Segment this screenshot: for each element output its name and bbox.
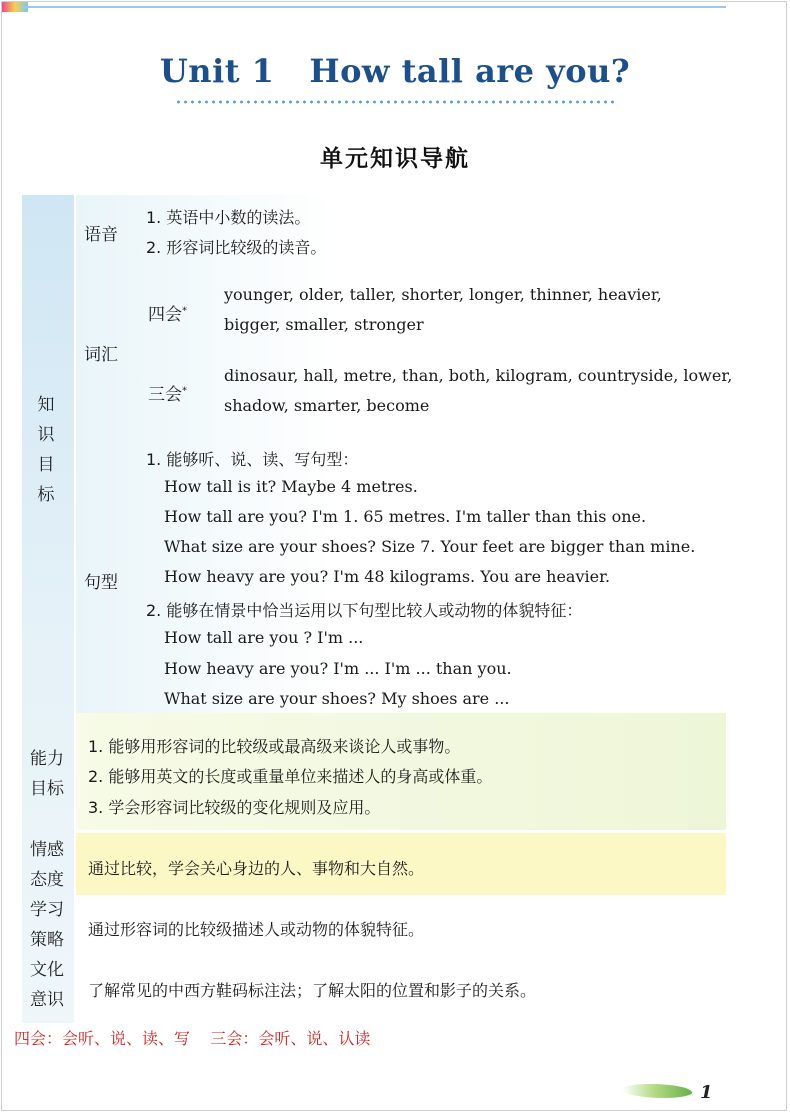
section-heading: 单元知识导航 bbox=[320, 146, 470, 172]
example-sentence: How tall is it? Maybe 4 metres. bbox=[164, 477, 418, 496]
three-skills-label: 三会* bbox=[148, 385, 187, 405]
emotion-text: 通过比较，学会关心身边的人、事物和大自然。 bbox=[88, 859, 425, 878]
title-dotted-divider bbox=[175, 100, 615, 104]
four-skills-words: bigger, smaller, stronger bbox=[224, 315, 424, 334]
header-rule bbox=[22, 6, 726, 8]
three-skills-words: shadow, smarter, become bbox=[224, 396, 430, 415]
footnote-marker: * bbox=[182, 385, 187, 397]
four-skills-words: younger, older, taller, shorter, longer, thinner, heavier, bbox=[224, 285, 662, 304]
sentence-point: 2. 能够在情景中恰当运用以下句型比较人或动物的体貌特征： bbox=[146, 601, 583, 620]
unit-title: Unit 1 How tall are you? bbox=[159, 52, 631, 90]
ability-item: 1. 能够用形容词的比较级或最高级来谈论人或事物。 bbox=[88, 737, 461, 756]
ability-item: 2. 能够用英文的长度或重量单位来描述人的身高或体重。 bbox=[88, 767, 493, 786]
sentence-point: 1. 能够听、说、读、写句型： bbox=[146, 450, 359, 469]
pronunciation-label: 语音 bbox=[84, 225, 118, 245]
culture-awareness-label: 文化 意识 bbox=[30, 960, 64, 1010]
three-skills-words: dinosaur, hall, metre, than, both, kilogram, countryside, lower, bbox=[224, 366, 733, 385]
ability-item: 3. 学会形容词比较级的变化规则及应用。 bbox=[88, 798, 381, 817]
vocabulary-label: 词汇 bbox=[84, 345, 118, 365]
ability-goal-label: 能力 目标 bbox=[30, 749, 64, 799]
example-sentence: How tall are you ? I'm ... bbox=[164, 628, 364, 647]
pronunciation-item: 2. 形容词比较级的读音。 bbox=[146, 238, 327, 257]
pronunciation-item: 1. 英语中小数的读法。 bbox=[146, 208, 311, 227]
emotion-attitude-label: 情感 态度 bbox=[30, 840, 64, 890]
example-sentence: How tall are you? I'm 1. 65 metres. I'm taller than this one. bbox=[164, 507, 647, 526]
knowledge-goal-label: 知 识 目 标 bbox=[37, 395, 55, 505]
culture-text: 了解常见的中西方鞋码标注法；了解太阳的位置和影子的关系。 bbox=[88, 981, 537, 1000]
example-sentence: What size are your shoes? Size 7. Your feet are bigger than mine. bbox=[164, 537, 696, 556]
footnote: 四会：会听、说、读、写 三会：会听、说、认读 bbox=[14, 1029, 371, 1048]
page-number: 1 bbox=[700, 1082, 713, 1103]
learning-strategy-label: 学习 策略 bbox=[30, 900, 64, 950]
sentence-patterns-label: 句型 bbox=[84, 573, 118, 593]
example-sentence: What size are your shoes? My shoes are ... bbox=[164, 689, 510, 708]
example-sentence: How heavy are you? I'm 48 kilograms. You are heavier. bbox=[164, 567, 611, 586]
strategy-text: 通过形容词的比较级描述人或动物的体貌特征。 bbox=[88, 920, 425, 939]
footnote-marker: * bbox=[182, 305, 187, 317]
example-sentence: How heavy are you? I'm ... I'm ... than you. bbox=[164, 659, 512, 678]
four-skills-label: 四会* bbox=[148, 305, 187, 325]
